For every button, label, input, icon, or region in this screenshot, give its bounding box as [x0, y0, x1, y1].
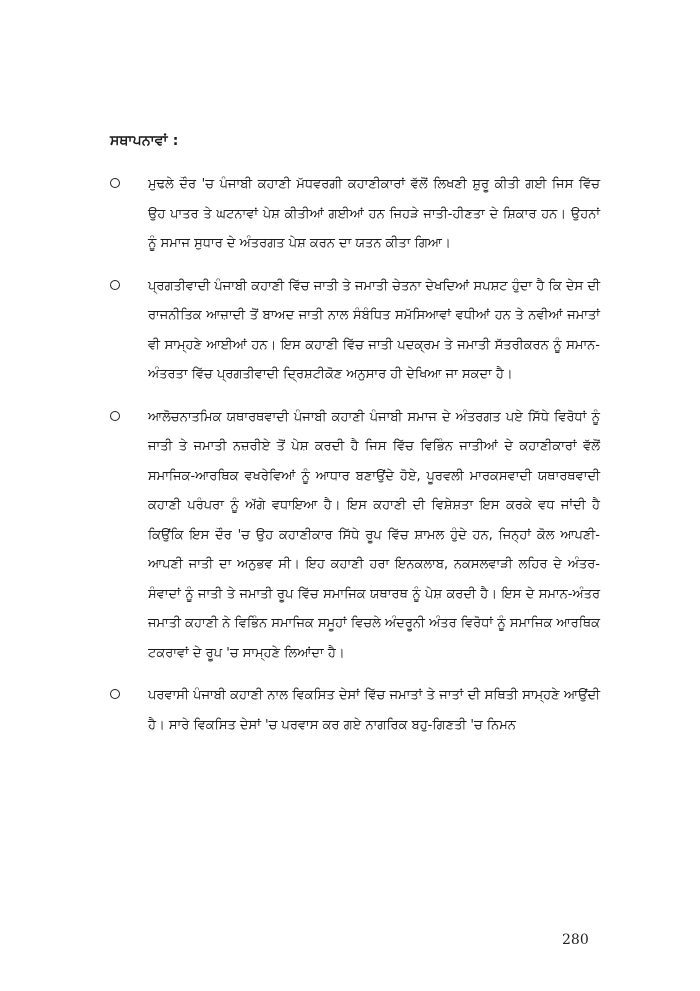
- list-item: [110, 170, 600, 259]
- list-item: [110, 403, 600, 669]
- list-item-text: ਮੁਢਲੇ ਦੌਰ 'ਚ ਪੰਜਾਬੀ ਕਹਾਣੀ ਮੱਧਵਰਗੀ ਕਹਾਣੀਕਾਰਾਂ ਵੱਲੋਂ ਲਿਖਣੀ ਸ਼ੁਰੂ ਕੀਤੀ ਗਈ ਜਿਸ ਵਿੱਚ ਉਹ ਪਾਤਰ ਤੇ ਘਟਨਾਵਾਂ ਪੇਸ਼ ਕੀਤੀਆਂ ਗਈਆਂ ਹਨ ਜਿਹੜੇ ਜਾਤੀ-ਹੀਣਤਾ ਦੇ ਸ਼ਿਕਾਰ ਹਨ। ਉਹਨਾਂ ਨੂੰ ਸਮਾਜ ਸੁਧਾਰ ਦੇ ਅੰਤਰਗਤ ਪੇਸ਼ ਕਰਨ ਦਾ ਯਤਨ ਕੀਤਾ ਗਿਆ।: [148, 177, 600, 251]
- list-item: [110, 272, 600, 390]
- list-item: [110, 681, 600, 740]
- page-number: 280: [562, 932, 589, 948]
- bullet-list: [110, 170, 600, 753]
- circle-bullet-icon: [110, 280, 120, 290]
- list-item-text: ਆਲੋਚਨਾਤਮਿਕ ਯਥਾਰਥਵਾਦੀ ਪੰਜਾਬੀ ਕਹਾਣੀ ਪੰਜਾਬੀ ਸਮਾਜ ਦੇ ਅੰਤਰਗਤ ਪਏ ਸਿੱਧੇ ਵਿਰੋਧਾਂ ਨੂੰ ਜਾਤੀ ਤੇ ਜਮਾਤੀ ਨਜ਼ਰੀਏ ਤੋਂ ਪੇਸ਼ ਕਰਦੀ ਹੈ ਜਿਸ ਵਿੱਚ ਵਿਭਿੰਨ ਜਾਤੀਆਂ ਦੇ ਕਹਾਣੀਕਾਰਾਂ ਵੱਲੋਂ ਸਮਾਜਿਕ-ਆਰਥਿਕ ਵਖਰੇਵਿਆਂ ਨੂੰ ਆਧਾਰ ਬਣਾਉਂਦੇ ਹੋਏ, ਪੂਰਵਲੀ ਮਾਰਕਸਵਾਦੀ ਯਥਾਰਥਵਾਦੀ ਕਹਾਣੀ ਪਰੰਪਰਾ ਨੂੰ ਅੱਗੇ ਵਧਾਇਆ ਹੈ। ਇਸ ਕਹਾਣੀ ਦੀ ਵਿਸ਼ੇਸ਼ਤਾ ਇਸ ਕਰਕੇ ਵਧ ਜਾਂਦੀ ਹੈ ਕਿਉਂਕਿ ਇਸ ਦੌਰ 'ਚ ਉਹ ਕਹਾਣੀਕਾਰ ਸਿੱਧੇ ਰੂਪ ਵਿੱਚ ਸ਼ਾਮਲ ਹੁੰਦੇ ਹਨ, ਜਿਨ੍ਹਾਂ ਕੋਲ ਆਪਣੀ-ਆਪਣੀ ਜਾਤੀ ਦਾ ਅਨੁਭਵ ਸੀ। ਇਹ ਕਹਾਣੀ ਹਰਾ ਇਨਕਲਾਬ, ਨਕਸਲਵਾੜੀ ਲਹਿਰ ਦੇ ਅੰਤਰ-ਸੰਵਾਦਾਂ ਨੂੰ ਜਾਤੀ ਤੇ ਜਮਾਤੀ ਰੂਪ ਵਿੱਚ ਸਮਾਜਿਕ ਯਥਾਰਥ ਨੂੰ ਪੇਸ਼ ਕਰਦੀ ਹੈ। ਇਸ ਦੇ ਸਮਾਨ-ਅੰਤਰ ਜਮਾਤੀ ਕਹਾਣੀ ਨੇ ਵਿਭਿੰਨ ਸਮਾਜਿਕ ਸਮੂਹਾਂ ਵਿਚਲੇ ਅੰਦਰੂਨੀ ਅੰਤਰ ਵਿਰੋਧਾਂ ਨੂੰ ਸਮਾਜਿਕ ਆਰਥਿਕ ਟਕਰਾਵਾਂ ਦੇ ਰੂਪ 'ਚ ਸਾਮ੍ਹਣੇ ਲਿਆਂਦਾ ਹੈ।: [148, 409, 600, 661]
- section-heading: ਸਥਾਪਨਾਵਾਂ :: [110, 133, 179, 149]
- circle-bullet-icon: [110, 411, 120, 421]
- list-item-text: ਪਰਵਾਸੀ ਪੰਜਾਬੀ ਕਹਾਣੀ ਨਾਲ ਵਿਕਸਿਤ ਦੇਸਾਂ ਵਿੱਚ ਜਮਾਤਾਂ ਤੇ ਜਾਤਾਂ ਦੀ ਸਥਿਤੀ ਸਾਮ੍ਹਣੇ ਆਉਂਦੀ ਹੈ। ਸਾਰੇ ਵਿਕਸਿਤ ਦੇਸਾਂ 'ਚ ਪਰਵਾਸ ਕਰ ਗਏ ਨਾਗਰਿਕ ਬਹੁ-ਗਿਣਤੀ 'ਚ ਨਿਮਨ: [148, 688, 600, 733]
- circle-bullet-icon: [110, 178, 120, 188]
- list-item-text: ਪ੍ਰਗਤੀਵਾਦੀ ਪੰਜਾਬੀ ਕਹਾਣੀ ਵਿੱਚ ਜਾਤੀ ਤੇ ਜਮਾਤੀ ਚੇਤਨਾ ਦੇਖਦਿਆਂ ਸਪਸ਼ਟ ਹੁੰਦਾ ਹੈ ਕਿ ਦੇਸ ਦੀ ਰਾਜਨੀਤਿਕ ਆਜ਼ਾਦੀ ਤੋਂ ਬਾਅਦ ਜਾਤੀ ਨਾਲ ਸੰਬੰਧਿਤ ਸਮੱਸਿਆਵਾਂ ਵਧੀਆਂ ਹਨ ਤੇ ਨਵੀਆਂ ਜਮਾਤਾਂ ਵੀ ਸਾਮ੍ਹਣੇ ਆਈਆਂ ਹਨ। ਇਸ ਕਹਾਣੀ ਵਿੱਚ ਜਾਤੀ ਪਦਕ੍ਰਮ ਤੇ ਜਮਾਤੀ ਸੱਤਰੀਕਰਨ ਨੂੰ ਸਮਾਨ-ਅੰਤਰਤਾ ਵਿੱਚ ਪ੍ਰਗਤੀਵਾਦੀ ਦ੍ਰਿਸ਼ਟੀਕੋਣ ਅਨੁਸਾਰ ਹੀ ਦੇਖਿਆ ਜਾ ਸਕਦਾ ਹੈ।: [148, 278, 601, 382]
- circle-bullet-icon: [110, 689, 120, 699]
